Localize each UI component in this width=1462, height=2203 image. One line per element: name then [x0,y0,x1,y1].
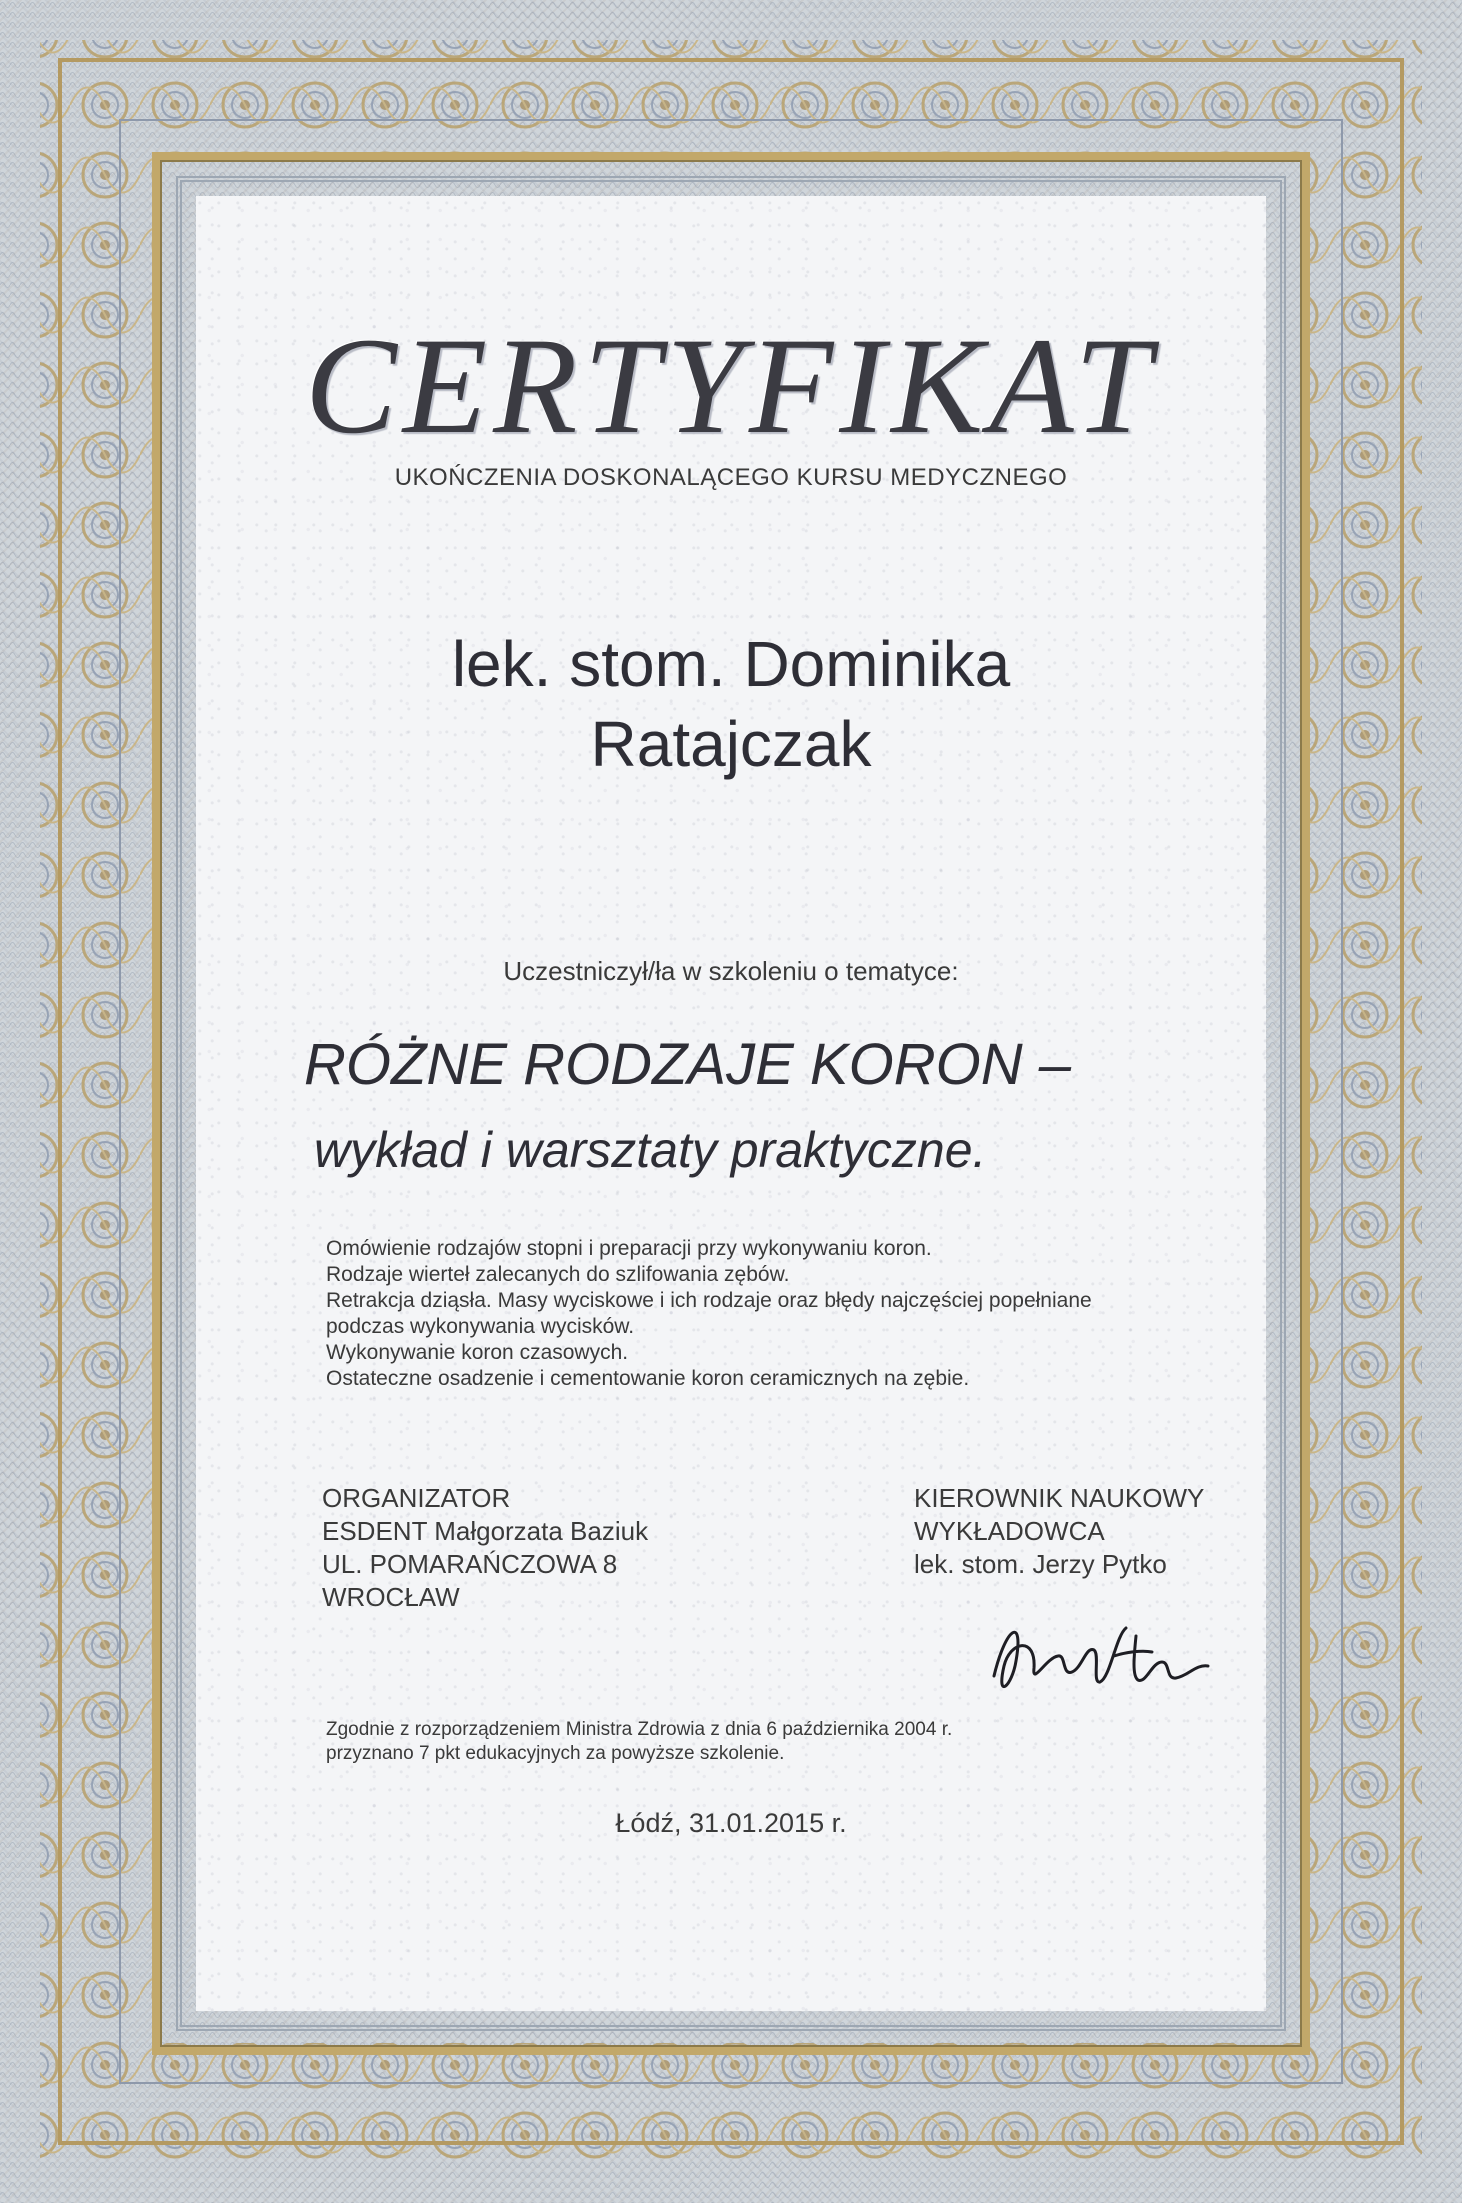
participant-name [196,624,1266,784]
course-topic-line2: wykład i warsztaty praktyczne. [314,1122,987,1178]
scientific-lead-name: lek. stom. Jerzy Pytko [914,1549,1167,1579]
issue-date: Łódź, 31.01.2015 r. [615,1808,847,1838]
certificate-title: CERTYFIKAT [304,309,1158,462]
scientific-lead-role: WYKŁADOWCA [914,1516,1105,1546]
handwritten-signature [976,1606,1226,1716]
participant-name-line2: Ratajczak [590,708,872,780]
organizer-block [322,1482,742,1614]
description-line: Omówienie rodzajów stopni i preparacji przy wykonywaniu koron. [326,1237,932,1260]
scientific-lead-block [914,1482,1254,1581]
certificate-content [196,196,1266,2011]
scientific-lead-heading: KIEROWNIK NAUKOWY [914,1483,1205,1513]
description-line: Ostateczne osadzenie i cementowanie koron ceramicznych na zębie. [326,1367,970,1390]
description-line: Rodzaje wierteł zalecanych do szlifowania zębów. [326,1263,790,1286]
ministry-notice [326,1718,1226,1766]
course-description [326,1236,1206,1392]
course-topic-line1: RÓŻNE RODZAJE KORON – [304,1032,1071,1097]
notice-line: Zgodnie z rozporządzeniem Ministra Zdrowia z dnia 6 października 2004 r. [326,1719,953,1740]
organizer-heading: ORGANIZATOR [322,1483,511,1513]
participation-intro: Uczestniczył/ła w szkoleniu o tematyce: [503,956,959,986]
notice-line: przyznano 7 pkt edukacyjnych za powyższe szkolenie. [326,1743,785,1764]
organizer-name: ESDENT Małgorzata Baziuk [322,1516,649,1546]
organizer-city: WROCŁAW [322,1582,460,1612]
description-line: Wykonywanie koron czasowych. [326,1341,629,1364]
organizer-street: UL. POMARAŃCZOWA 8 [322,1549,618,1579]
description-line: Retrakcja dziąsła. Masy wyciskowe i ich rodzaje oraz błędy najczęściej popełniane [326,1289,1092,1312]
participant-name-line1: lek. stom. Dominika [451,628,1011,700]
certificate-subtitle: UKOŃCZENIA DOSKONALĄCEGO KURSU MEDYCZNEGO [394,464,1068,491]
description-line: podczas wykonywania wycisków. [326,1315,635,1338]
